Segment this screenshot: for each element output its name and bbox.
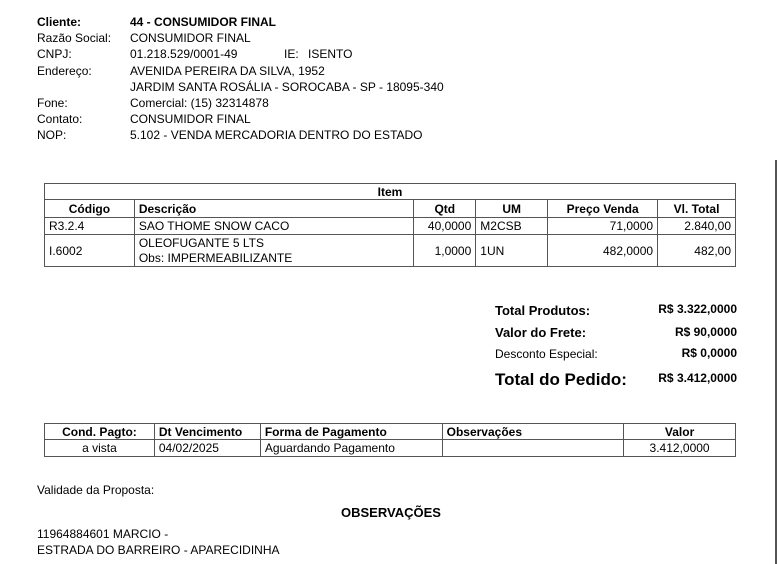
cnpj-label: CNPJ: [37, 47, 72, 61]
col-cond-pagto: Cond. Pagto: [45, 424, 155, 440]
contato-label: Contato: [37, 112, 83, 126]
valor-frete-label: Valor do Frete: [495, 325, 587, 340]
col-um: UM [476, 200, 548, 218]
endereco-label: Endereço: [37, 64, 92, 78]
razao-label: Razão Social: [37, 31, 112, 45]
cell-cond: a vista [45, 440, 155, 457]
fone-label: Fone: [37, 96, 68, 110]
cell-preco: 71,0000 [548, 218, 658, 235]
cell-total: 482,00 [658, 235, 736, 267]
cell-qtd: 40,0000 [414, 218, 476, 235]
desconto-value: R$ 0,0000 [681, 346, 737, 360]
items-table [44, 183, 736, 267]
cell-obs [442, 440, 624, 457]
cell-codigo: I.6002 [45, 235, 135, 267]
col-valor: Valor [624, 424, 736, 440]
ie-value: ISENTO [308, 47, 353, 61]
items-header-row [45, 200, 736, 218]
desconto-label: Desconto Especial: [495, 347, 598, 361]
endereco-line2: JARDIM SANTA ROSÁLIA - SOROCABA - SP - 18095-340 [130, 80, 444, 94]
contato-value: CONSUMIDOR FINAL [130, 112, 251, 126]
col-preco: Preço Venda [548, 200, 658, 218]
valor-frete-value: R$ 90,0000 [674, 325, 737, 339]
observacoes-title: OBSERVAÇÕES [341, 505, 441, 520]
total-produtos-label: Total Produtos: [495, 303, 591, 318]
item-description: OLEOFUGANTE 5 LTS [138, 235, 264, 250]
scrollbar[interactable] [775, 160, 777, 564]
table-row [45, 440, 736, 457]
payment-table [44, 423, 736, 457]
payment-header-row [45, 424, 736, 440]
cell-descricao: SAO THOME SNOW CACO [134, 218, 414, 235]
total-pedido-label: Total do Pedido: [495, 370, 627, 389]
cell-vencimento: 04/02/2025 [154, 440, 260, 457]
cell-valor: 3.412,0000 [624, 440, 736, 457]
cell-um: 1UN [476, 235, 548, 267]
cell-qtd: 1,0000 [414, 235, 476, 267]
observacoes-line: ESTRADA DO BARREIRO - APARECIDINHA [37, 543, 280, 557]
cnpj-value: 01.218.529/0001-49 [130, 47, 238, 61]
razao-value: CONSUMIDOR FINAL [130, 31, 251, 45]
cell-forma: Aguardando Pagamento [260, 440, 442, 457]
total-pedido-value: R$ 3.412,0000 [658, 371, 737, 385]
total-produtos-value: R$ 3.322,0000 [658, 302, 737, 316]
col-observacoes: Observações [442, 424, 624, 440]
cliente-value: 44 - CONSUMIDOR FINAL [130, 15, 277, 29]
items-table-title: Item [45, 184, 736, 200]
nop-value: 5.102 - VENDA MERCADORIA DENTRO DO ESTADO [130, 128, 423, 142]
cell-total: 2.840,00 [658, 218, 736, 235]
col-descricao: Descrição [134, 200, 414, 218]
col-dt-vencimento: Dt Vencimento [154, 424, 260, 440]
col-forma-pagamento: Forma de Pagamento [260, 424, 442, 440]
table-row [45, 235, 736, 267]
col-codigo: Código [45, 200, 135, 218]
cell-descricao [134, 235, 414, 267]
cliente-label: Cliente: [37, 15, 82, 29]
cell-codigo: R3.2.4 [45, 218, 135, 235]
fone-value: Comercial: (15) 32314878 [130, 96, 269, 110]
item-obs: Obs: IMPERMEABILIZANTE [138, 250, 293, 265]
validade-label: Validade da Proposta: [37, 483, 155, 497]
endereco-line1: AVENIDA PEREIRA DA SILVA, 1952 [130, 64, 325, 78]
col-total: Vl. Total [658, 200, 736, 218]
col-qtd: Qtd [414, 200, 476, 218]
nop-label: NOP: [37, 128, 67, 142]
ie-label: IE: [284, 47, 299, 61]
cell-preco: 482,0000 [548, 235, 658, 267]
table-row [45, 218, 736, 235]
cell-um: M2CSB [476, 218, 548, 235]
observacoes-line: 11964884601 MARCIO - [37, 527, 169, 541]
